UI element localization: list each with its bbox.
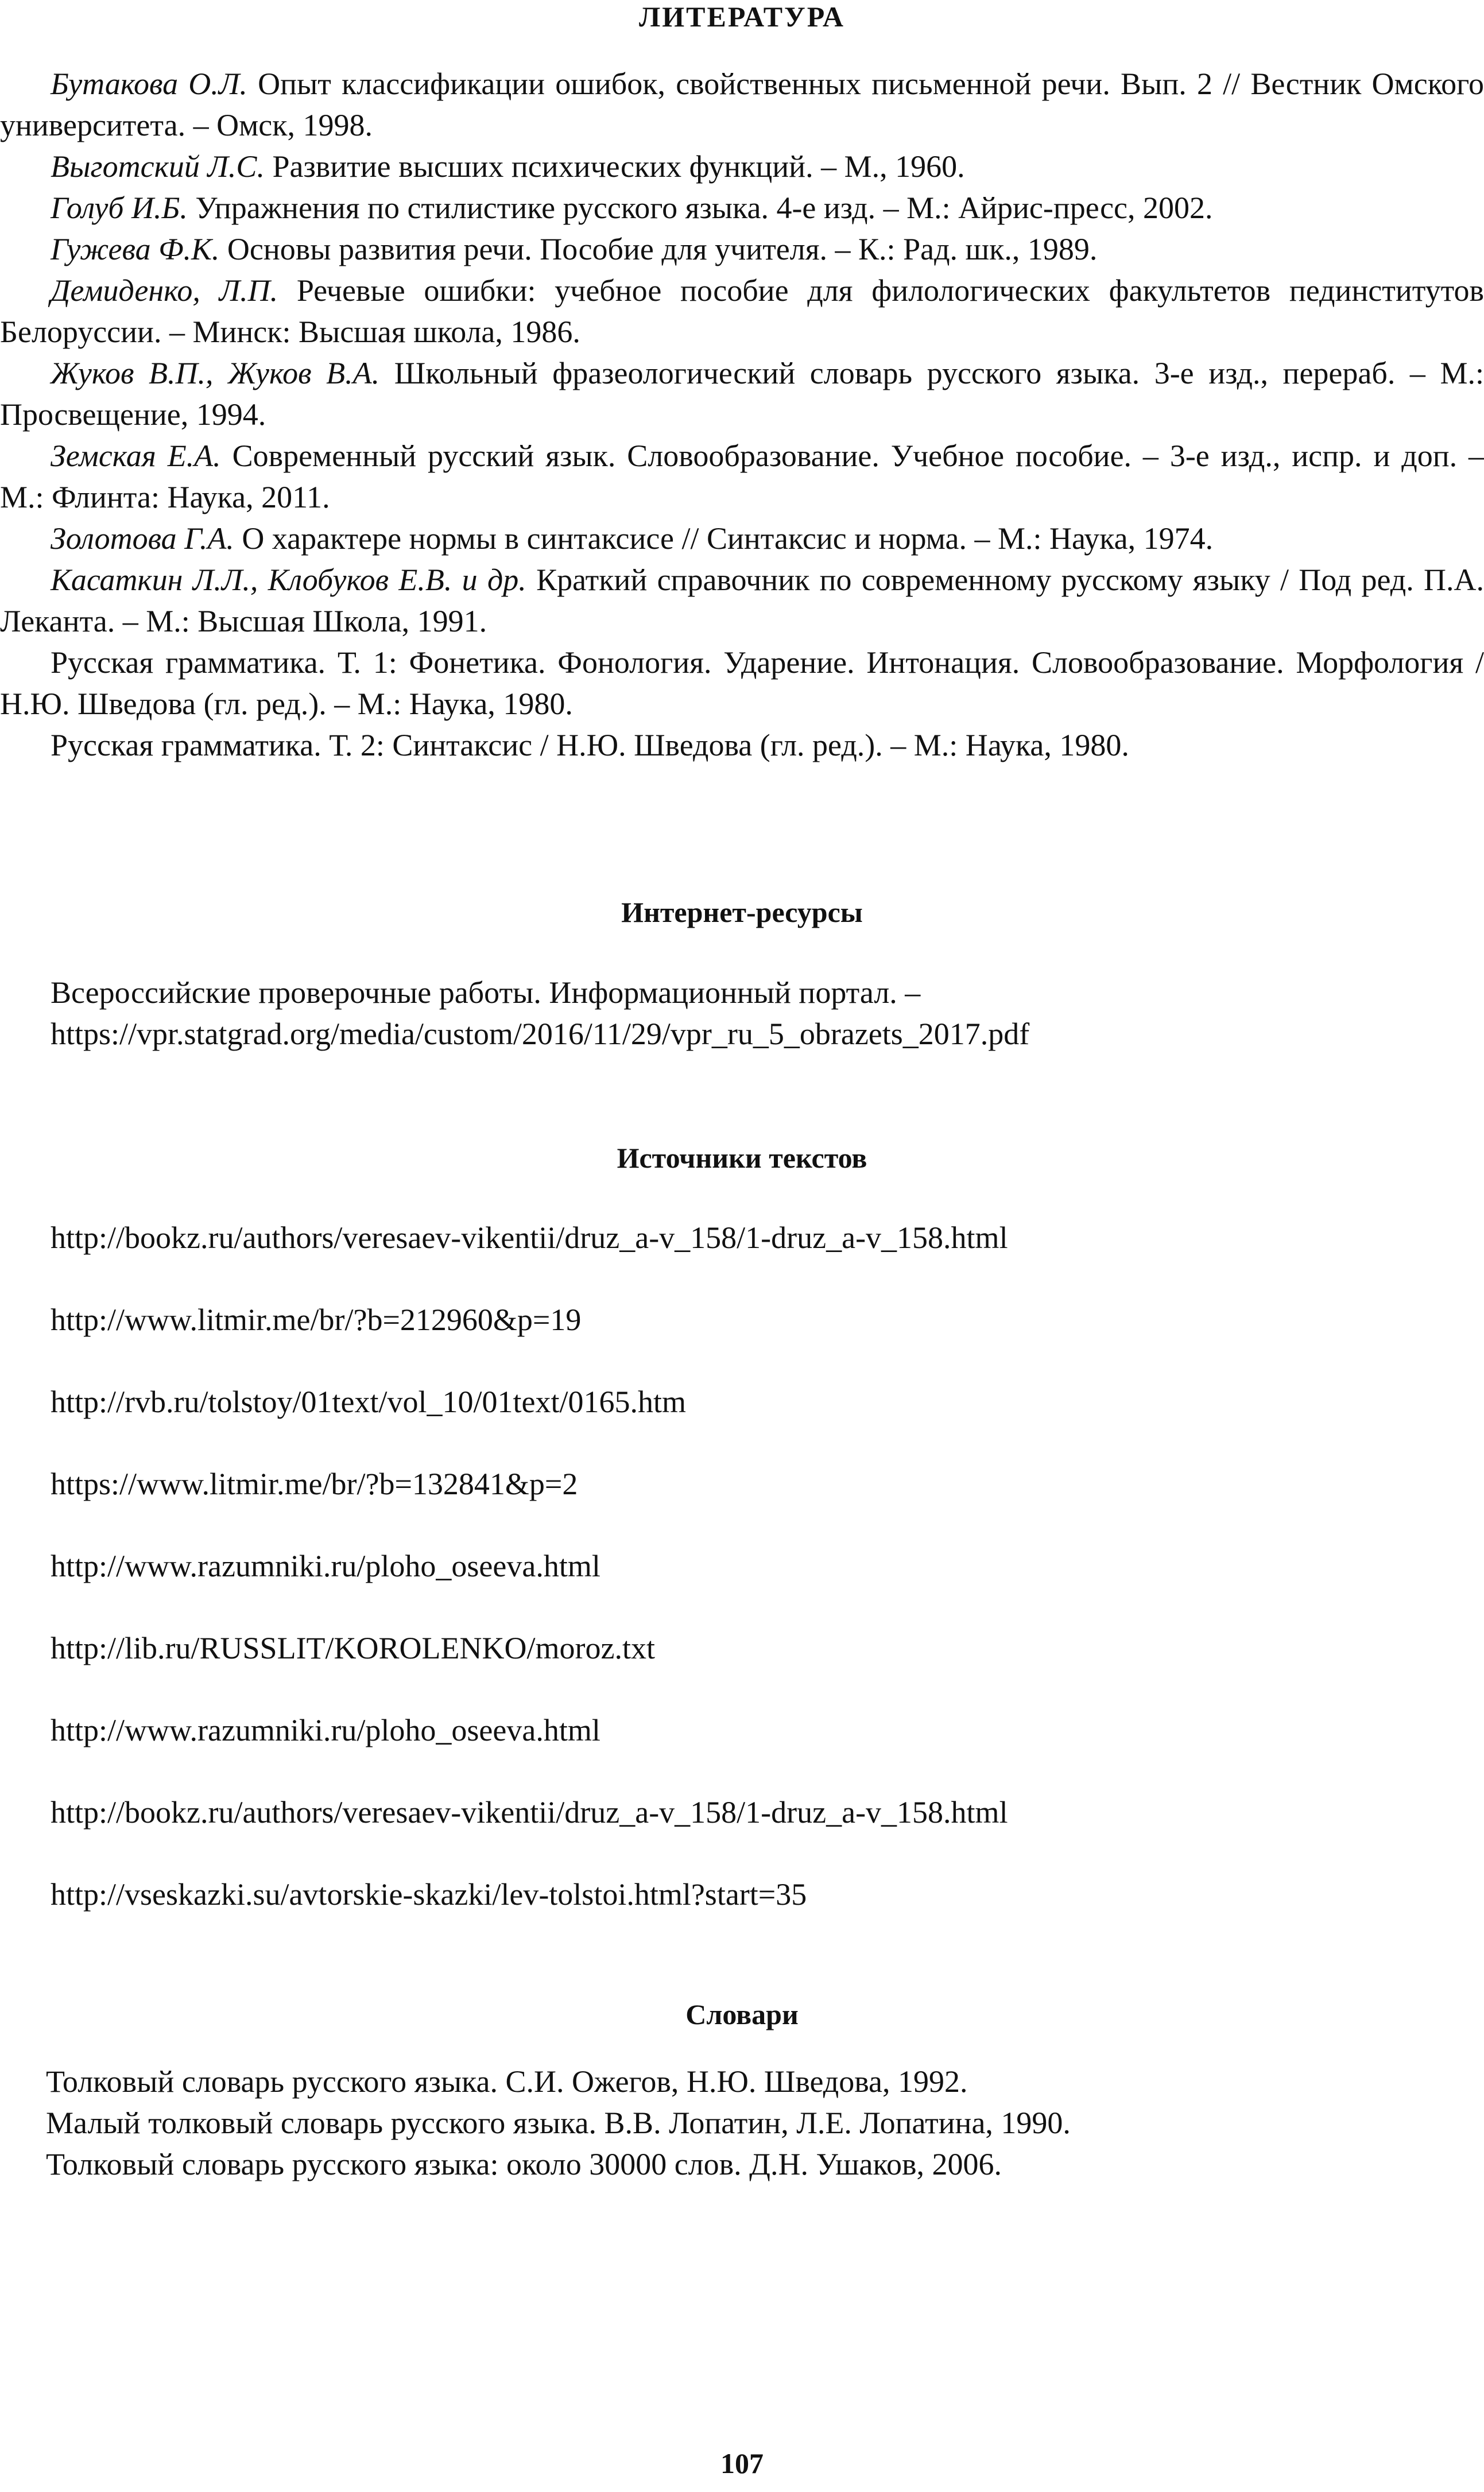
source-url: http://vseskazki.su/avtorskie-skazki/lev-tolstoi.html?start=35 bbox=[51, 1877, 807, 1912]
source-url: http://rvb.ru/tolstoy/01text/vol_10/01text/0165.htm bbox=[51, 1385, 686, 1419]
reference-author: Бутакова О.Л. bbox=[51, 67, 247, 101]
source-url: http://www.razumniki.ru/ploho_oseeva.html bbox=[51, 1549, 600, 1583]
reference-text: Развитие высших психических функций. – М., 1960. bbox=[264, 149, 965, 184]
reference-text: О характере нормы в синтаксисе // Синтаксис и норма. – М.: Наука, 1974. bbox=[234, 521, 1214, 556]
internet-resources-heading: Интернет-ресурсы bbox=[621, 896, 863, 928]
internet-resource-url: https://vpr.statgrad.org/media/custom/2016/11/29/vpr_ru_5_obrazets_2017.pdf bbox=[51, 1017, 1030, 1051]
reference-author: Голуб И.Б. bbox=[51, 191, 188, 225]
dictionaries-heading: Словари bbox=[685, 1998, 799, 2030]
source-url: http://www.razumniki.ru/ploho_oseeva.html bbox=[51, 1713, 600, 1747]
reference-entry bbox=[0, 724, 1484, 766]
reference-entry bbox=[0, 559, 1484, 642]
source-url: http://www.litmir.me/br/?b=212960&p=19 bbox=[51, 1303, 582, 1337]
page-title: ЛИТЕРАТУРА bbox=[638, 1, 845, 33]
reference-entry bbox=[0, 146, 1484, 187]
reference-entry bbox=[0, 518, 1484, 559]
reference-entry bbox=[0, 270, 1484, 352]
reference-text: Краткий справочник по современному русскому языку / Под ред. П.А. Леканта. – М.: Высшая Школа, 1991. bbox=[0, 563, 1484, 638]
page-number: 107 bbox=[720, 2447, 764, 2479]
source-url: http://bookz.ru/authors/veresaev-vikentii/druz_a-v_158/1-druz_a-v_158.html bbox=[51, 1220, 1008, 1255]
reference-author: Выготский Л.С. bbox=[51, 149, 265, 184]
reference-author: Демиденко, Л.П. bbox=[51, 273, 278, 308]
dictionary-entry: Малый толковый словарь русского языка. В.В. Лопатин, Л.Е. Лопатина, 1990. bbox=[46, 2106, 1071, 2140]
source-url: http://lib.ru/RUSSLIT/KOROLENKO/moroz.txt bbox=[51, 1631, 655, 1665]
reference-entry bbox=[0, 228, 1484, 270]
internet-resource-line: Всероссийские проверочные работы. Информационный портал. – bbox=[51, 975, 921, 1010]
reference-entry bbox=[0, 435, 1484, 518]
references-list bbox=[0, 63, 1484, 766]
reference-author: Касаткин Л.Л., Клобуков Е.В. и др. bbox=[51, 563, 526, 597]
dictionaries-list bbox=[46, 2061, 1470, 2185]
reference-author: Гужева Ф.К. bbox=[51, 232, 220, 266]
text-sources-heading: Источники текстов bbox=[617, 1142, 867, 1174]
reference-text: Речевые ошибки: учебное пособие для филологических факультетов пединститутов Белоруссии. – Минск: Высшая школа, 1986. bbox=[0, 273, 1484, 349]
reference-text: Современный русский язык. Словообразование. Учебное пособие. – 3-е изд., испр. и доп. – М.: Флинта: Наука, 2011. bbox=[0, 439, 1484, 514]
reference-text: Школьный фразеологический словарь русского языка. 3-е изд., перераб. – М.: Просвещение, 1994. bbox=[0, 356, 1484, 432]
source-url: http://bookz.ru/authors/veresaev-vikentii/druz_a-v_158/1-druz_a-v_158.html bbox=[51, 1795, 1008, 1830]
reference-entry bbox=[0, 642, 1484, 724]
reference-text: Русская грамматика. Т. 1: Фонетика. Фонология. Ударение. Интонация. Словообразование. Морфология / Н.Ю. Шведова (гл. ред.). – М.: Наука, 1980. bbox=[0, 645, 1484, 721]
source-url: https://www.litmir.me/br/?b=132841&p=2 bbox=[51, 1467, 578, 1501]
reference-text: Русская грамматика. Т. 2: Синтаксис / Н.Ю. Шведова (гл. ред.). – М.: Наука, 1980. bbox=[51, 728, 1129, 762]
reference-text: Упражнения по стилистике русского языка. 4-е изд. – М.: Айрис-пресс, 2002. bbox=[187, 191, 1213, 225]
reference-entry bbox=[0, 352, 1484, 435]
reference-author: Золотова Г.А. bbox=[51, 521, 234, 556]
reference-entry bbox=[0, 187, 1484, 228]
reference-entry bbox=[0, 63, 1484, 146]
reference-author: Жуков В.П., Жуков В.А. bbox=[51, 356, 380, 390]
reference-text: Опыт классификации ошибок, свойственных письменной речи. Вып. 2 // Вестник Омского университета. – Омск, 1998. bbox=[0, 67, 1484, 142]
dictionary-entry: Толковый словарь русского языка. С.И. Ожегов, Н.Ю. Шведова, 1992. bbox=[46, 2064, 968, 2099]
dictionary-entry: Толковый словарь русского языка: около 30000 слов. Д.Н. Ушаков, 2006. bbox=[46, 2147, 1002, 2181]
internet-resources-entry bbox=[51, 972, 1474, 1055]
reference-text: Основы развития речи. Пособие для учителя. – К.: Рад. шк., 1989. bbox=[219, 232, 1098, 266]
text-sources-list bbox=[51, 1217, 1474, 1956]
reference-author: Земская Е.А. bbox=[51, 439, 221, 473]
